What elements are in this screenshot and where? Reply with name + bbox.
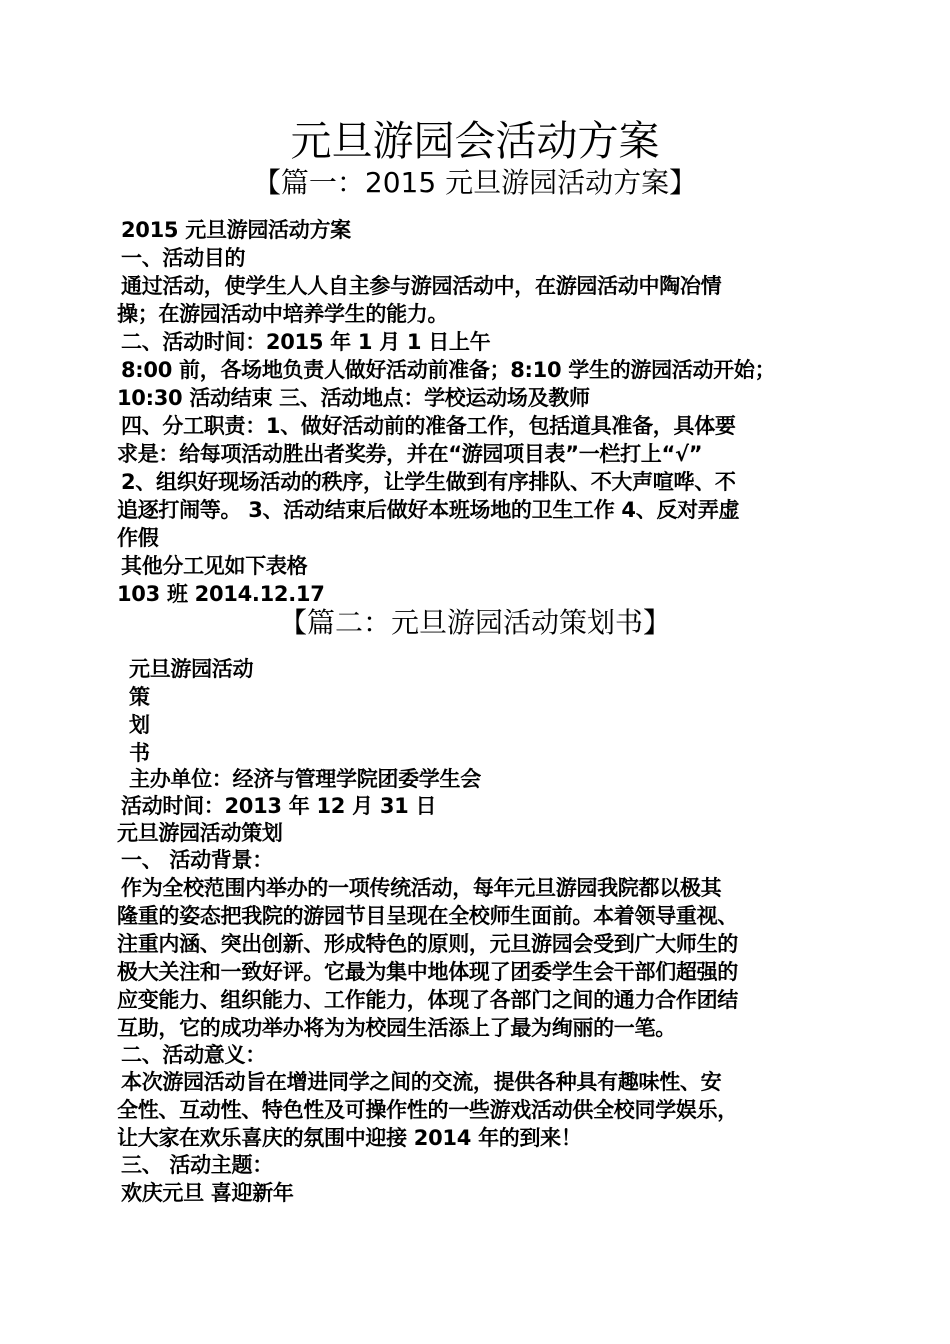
part1-duty-line2: 求是：给每项活动胜出者奖券，并在“游园项目表”一栏打上“√”	[117, 442, 703, 466]
part2-cover-line1: 元旦游园活动	[129, 657, 254, 681]
part2-meaning-line1: 本次游园活动旨在增进同学之间的交流，提供各种具有趣味性、安	[121, 1070, 722, 1094]
part1-time-line2: 10:30 活动结束 三、活动地点：学校运动场及教师	[117, 386, 590, 410]
part2-meaning-heading: 二、活动意义：	[121, 1043, 266, 1067]
part2-bg-line6: 互助，它的成功举办将为为校园生活添上了最为绚丽的一笔。	[117, 1016, 676, 1040]
part1-duty-line5: 作假	[117, 526, 159, 550]
part2-bg-line5: 应变能力、组织能力、工作能力，体现了各部门之间的通力合作团结	[117, 988, 738, 1012]
part2-bg-line2: 隆重的姿态把我院的游园节目呈现在全校师生面前。本着领导重视、	[117, 904, 738, 928]
part2-cover-line4: 书	[129, 741, 150, 765]
part2-cover-line3: 划	[129, 713, 150, 737]
part1-duty-line4: 追逐打闹等。 3、活动结束后做好本班场地的卫生工作 4、反对弄虚	[117, 498, 740, 522]
part1-goal-line2: 操；在游园活动中培养学生的能力。	[117, 302, 449, 326]
part2-theme: 欢庆元旦 喜迎新年	[121, 1181, 294, 1205]
page-title: 元旦游园会活动方案	[290, 117, 660, 165]
part2-title: 【篇二：元旦游园活动策划书】	[278, 606, 671, 639]
part2-bg-heading: 一、 活动背景：	[121, 848, 273, 872]
part1-duty-line1: 四、分工职责：1、做好活动前的准备工作，包括道具准备，具体要	[121, 414, 736, 438]
part2-date: 活动时间：2013 年 12 月 31 日	[121, 794, 437, 818]
part2-theme-heading: 三、 活动主题：	[121, 1153, 273, 1177]
part1-goal-line1: 通过活动，使学生人人自主参与游园活动中，在游园活动中陶冶情	[121, 274, 722, 298]
part2-bg-line1: 作为全校范围内举办的一项传统活动，每年元旦游园我院都以极其	[121, 876, 722, 900]
part2-meaning-line2: 全性、互动性、特色性及可操作性的一些游戏活动供全校同学娱乐，	[117, 1098, 738, 1122]
part2-meaning-line3: 让大家在欢乐喜庆的氛围中迎接 2014 年的到来！	[117, 1126, 582, 1150]
part1-other: 其他分工见如下表格	[121, 554, 308, 578]
part1-duty-line3: 2、组织好现场活动的秩序，让学生做到有序排队、不大声喧哗、不	[121, 470, 736, 494]
part1-time-line1: 8:00 前，各场地负责人做好活动前准备；8:10 学生的游园活动开始；	[121, 358, 776, 382]
part1-sign: 103 班 2014.12.17	[117, 582, 325, 606]
part1-heading: 2015 元旦游园活动方案	[121, 218, 351, 242]
part2-bg-line3: 注重内涵、突出创新、形成特色的原则，元旦游园会受到广大师生的	[117, 932, 738, 956]
part1-time-heading: 二、活动时间：2015 年 1 月 1 日上午	[121, 330, 491, 354]
part2-plan-heading: 元旦游园活动策划	[117, 821, 283, 845]
part1-goal-heading: 一、活动目的	[121, 246, 246, 270]
part2-bg-line4: 极大关注和一致好评。它最为集中地体现了团委学生会干部们超强的	[117, 960, 738, 984]
part1-title: 【篇一：2015 元旦游园活动方案】	[252, 166, 698, 199]
part2-organizer: 主办单位：经济与管理学院团委学生会	[129, 767, 481, 791]
part2-cover-line2: 策	[129, 685, 150, 709]
